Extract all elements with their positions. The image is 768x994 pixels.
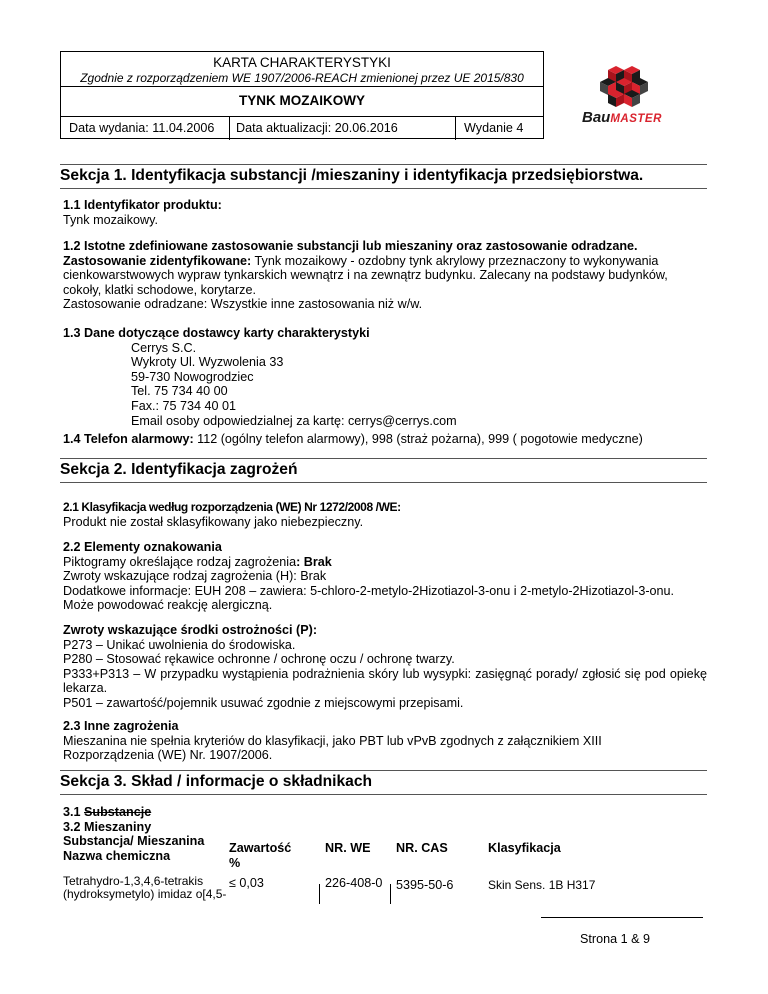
row-content: ≤ 0,03 [229,876,264,890]
logo-bau: Bau [582,109,611,126]
row-cas-number: 5395-50-6 [396,878,454,892]
text-1-4: 112 (ogólny telefon alarmowy), 998 (straż pożarna), 999 ( pogotowie medyczne) [193,432,643,446]
page-number: Strona 1 & 9 [580,932,651,946]
header-dates-row [61,116,543,140]
heading-1-2: 1.2 Istotne zdefiniowane zastosowanie substancji lub mieszaniny oraz zastosowanie odradzane. [63,239,638,253]
text-2-3-a: Mieszanina nie spełnia kryteriów do klasyfikacji, jako PBT lub vPvB zgodnych z załącznikiem XIII [63,733,602,748]
supplier-name: Cerrys S.C. [131,340,197,355]
section-1-3 [63,326,711,428]
document-title: KARTA CHARAKTERYSTYKI [213,55,391,70]
p273: P273 – Unikać uwolnienia do środowiska. [63,637,296,652]
heading-2-2: 2.2 Elementy oznakowania [63,540,222,554]
p333-p313: P333+P313 – W przypadku wystąpienia podrażnienia skóry lub wysypki: zasięgnąć porady/ zgłosić się pod opiekę lekarza. [63,666,707,696]
header-title-row [61,52,543,87]
text-1-2-b: cienkowarstwowych wypraw tynkarskich wewnątrz i na zewnątrz budynku. Zalecany na podstawy budynków, [63,268,668,283]
text-1-2-c: cokoły, klatki schodowe, korytarze. [63,282,256,297]
section-divider [60,458,707,459]
table-row-name [63,875,226,901]
heading-p-statements: Zwroty wskazujące środki ostrożności (P): [63,623,318,637]
col-substance-header-line1: Substancja/ Mieszanina [63,834,205,848]
row-we-number: 226-408-0 [325,876,383,890]
col-content-header [229,841,291,870]
col-content-header-line1: Zawartość [229,841,292,855]
section-1-4 [63,432,711,447]
supplier-city: 59-730 Nowogrodziec [131,369,254,384]
heading-3-1-number: 3.1 [63,805,85,819]
col-cas-header: NR. CAS [396,841,448,855]
row-name-line1: Tetrahydro-1,3,4,6-tetrakis [63,874,204,888]
section-2-2 [63,540,711,613]
header-table [60,51,544,139]
regulation-note: Zgodnie z rozporządzeniem WE 1907/2006-REACH zmienionej przez UE 2015/830 [80,71,524,85]
supplier-email: Email osoby odpowiedzialnej za kartę: cerrys@cerrys.com [131,413,457,428]
heading-1-1: 1.1 Identyfikator produktu: [63,198,222,212]
heading-1-4: 1.4 Telefon alarmowy: [63,432,194,446]
section-2-1 [63,500,711,529]
allergy-note: Może powodować reakcję alergiczną. [63,598,273,613]
section-divider [60,482,707,483]
heading-2-3: 2.3 Inne zagrożenia [63,719,179,733]
cell-divider [319,884,320,904]
pictograms-label: Piktogramy określające rodzaj zagrożenia [63,554,297,569]
text-1-1: Tynk mozaikowy. [63,212,158,227]
header-product-row [61,86,543,117]
col-substance-header [63,834,204,863]
col-classification-header: Klasyfikacja [488,841,561,855]
section-3-headings [63,805,711,834]
supplier-phone: Tel. 75 734 40 00 [131,384,228,399]
section-1-1 [63,198,711,227]
col-we-header: NR. WE [325,841,371,855]
p501: P501 – zawartość/pojemnik usuwać zgodnie z miejscowymi przepisami. [63,695,464,710]
issue-date: Data wydania: 11.04.2006 [69,121,215,135]
section-divider [60,770,707,771]
label-identified-use: Zastosowanie zidentyfikowane: [63,253,252,268]
footer-rule [541,917,703,918]
baumaster-logo [578,64,688,130]
heading-3-1-substances: Substancje [84,805,152,819]
additional-info: Dodatkowe informacje: EUH 208 – zawiera: 5-chloro-2-metylo-2Hizotiazol-3-onu i 2-metylo-2Hizotiazol-3-onu. [63,583,675,598]
hazard-statements: Zwroty wskazujące rodzaj zagrożenia (H): Brak [63,569,327,584]
update-date: Data aktualizacji: 20.06.2016 [236,121,398,135]
section-divider [60,188,707,189]
row-name-line2: (hydroksymetylo) imidaz o[4,5- [63,887,227,901]
heading-2-1: 2.1 Klasyfikacja według rozporządzenia (WE) Nr 1272/2008 /WE: [63,500,401,514]
section-3-title: Sekcja 3. Skład / informacje o składnikach [60,773,373,790]
heading-1-3: 1.3 Dane dotyczące dostawcy karty charakterystyki [63,326,370,340]
logo-wordmark [582,110,662,127]
precautionary-statements [63,623,711,711]
supplier-street: Wykroty Ul. Wyzwolenia 33 [131,355,284,370]
text-identified-use: Tynk mozaikowy - ozdobny tynk akrylowy przeznaczony to wykonywania [251,253,659,268]
composition-table [63,834,707,904]
text-2-3-b: Rozporządzenia (WE) Nr. 1907/2006. [63,748,273,763]
heading-3-2: 3.2 Mieszaniny [63,819,152,834]
text-2-1: Produkt nie został sklasyfikowany jako niebezpieczny. [63,514,364,529]
p280: P280 – Stosować rękawice ochronne / ochronę oczu / ochronę twarzy. [63,652,455,667]
supplier-fax: Fax.: 75 734 40 01 [131,398,237,413]
logo-master: MASTER [610,113,662,125]
col-content-header-line2: % [229,855,241,870]
pictograms-value: : Brak [296,554,332,569]
cell-divider [390,884,391,904]
text-1-2-d: Zastosowanie odradzane: Wszystkie inne zastosowania niż w/w. [63,297,423,312]
section-1-2 [63,239,711,312]
section-divider [60,164,707,165]
row-classification: Skin Sens. 1B H317 [488,878,596,892]
product-name: TYNK MOZAIKOWY [239,93,365,108]
edition: Wydanie 4 [464,121,524,135]
section-2-title: Sekcja 2. Identyfikacja zagrożeń [60,461,298,478]
col-substance-header-line2: Nazwa chemiczna [63,848,171,863]
section-1-title: Sekcja 1. Identyfikacja substancji /mieszaniny i identyfikacja przedsiębiorstwa. [60,167,644,184]
section-divider [60,794,707,795]
section-2-3 [63,719,711,763]
